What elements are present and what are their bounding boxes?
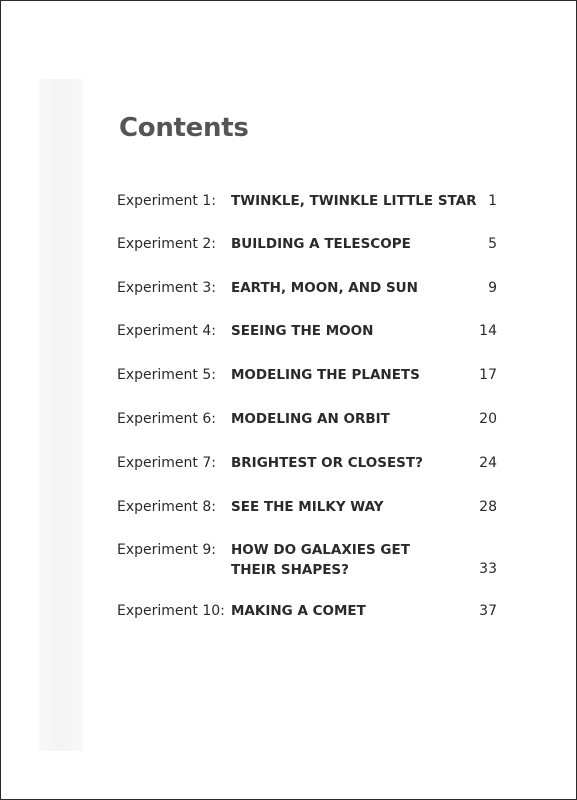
toc-entry-7 <box>1 455 576 495</box>
experiment-title: MODELING AN ORBIT <box>231 411 390 427</box>
experiment-label: Experiment 8: <box>117 499 216 515</box>
page-title: Contents <box>119 113 249 143</box>
page-number: 1 <box>488 193 497 209</box>
page-number: 20 <box>479 411 497 427</box>
experiment-title: BRIGHTEST OR CLOSEST? <box>231 455 423 471</box>
toc-entry-9 <box>1 542 576 582</box>
experiment-title: TWINKLE, TWINKLE LITTLE STAR <box>231 193 477 209</box>
toc-entry-5 <box>1 367 576 407</box>
page-number: 17 <box>479 367 497 383</box>
experiment-title: MODELING THE PLANETS <box>231 367 420 383</box>
page-number: 14 <box>479 323 497 339</box>
experiment-title: EARTH, MOON, AND SUN <box>231 280 418 296</box>
experiment-label: Experiment 2: <box>117 236 216 252</box>
toc-entry-1 <box>1 193 576 233</box>
toc-entry-4 <box>1 323 576 363</box>
experiment-title: MAKING A COMET <box>231 603 366 619</box>
experiment-label: Experiment 9: <box>117 542 216 558</box>
experiment-title: SEEING THE MOON <box>231 323 374 339</box>
page-number: 24 <box>479 455 497 471</box>
toc-entry-6 <box>1 411 576 451</box>
experiment-title: BUILDING A TELESCOPE <box>231 236 411 252</box>
experiment-label: Experiment 5: <box>117 367 216 383</box>
experiment-label: Experiment 6: <box>117 411 216 427</box>
experiment-title: HOW DO GALAXIES GET THEIR SHAPES? <box>231 542 410 578</box>
page-number: 5 <box>488 236 497 252</box>
toc-entry-3 <box>1 280 576 320</box>
page-number: 28 <box>479 499 497 515</box>
experiment-label: Experiment 1: <box>117 193 216 209</box>
toc-entry-10 <box>1 603 576 643</box>
experiment-label: Experiment 3: <box>117 280 216 296</box>
experiment-label: Experiment 10: <box>117 603 225 619</box>
experiment-label: Experiment 4: <box>117 323 216 339</box>
page-number: 37 <box>479 603 497 619</box>
toc-entry-2 <box>1 236 576 276</box>
experiment-title: SEE THE MILKY WAY <box>231 499 384 515</box>
page-number: 9 <box>488 280 497 296</box>
experiment-label: Experiment 7: <box>117 455 216 471</box>
toc-entry-8 <box>1 499 576 539</box>
page-number: 33 <box>479 561 497 577</box>
